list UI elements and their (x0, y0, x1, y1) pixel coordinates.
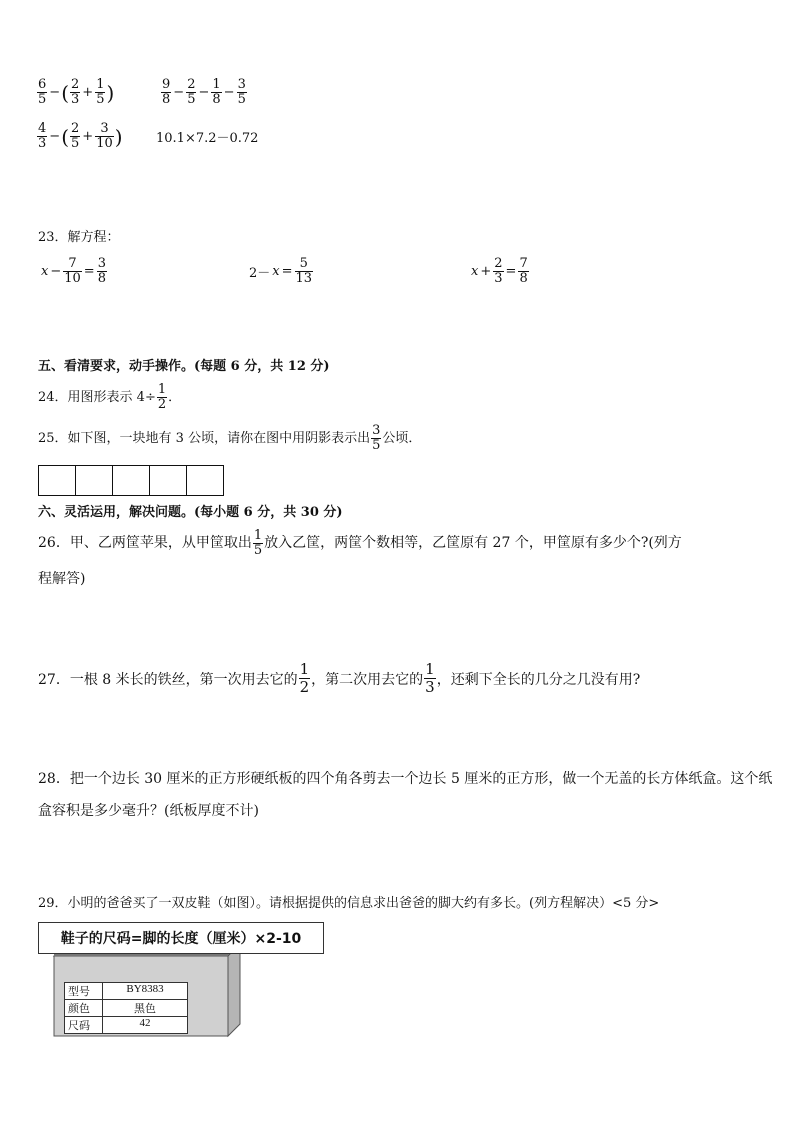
calc-expression-4: 10.1×7.2－0.72 (156, 131, 259, 146)
fraction: $\frac{1}{8}$ (212, 77, 221, 107)
fraction: $\frac{1}{5}$ (253, 527, 263, 558)
calc-expression-3: $\frac{4}{3}$ − ( $\frac{2}{5}$ + $\frac{3}{10}$ ) (38, 121, 123, 151)
fraction: $\frac{2}{3}$ (71, 77, 80, 107)
fraction: $\frac{2}{5}$ (71, 121, 80, 151)
fraction: $\frac{6}{5}$ (38, 77, 47, 107)
calc-expression-1: $\frac{6}{5}$ − ( $\frac{2}{3}$ + $\frac{1}{5}$ ) (38, 77, 115, 107)
section-5-title: 五、看清要求，动手操作。(每题 6 分，共 12 分) (38, 359, 330, 374)
q29-text: 29．小明的爸爸买了一双皮鞋（如图）。请根据提供的信息求出爸爸的脚大约有多长。(列方程解决）<5 分> (38, 896, 660, 911)
q23-label: 23．解方程： (38, 230, 120, 245)
fraction: $\frac{1}{2}$ (299, 660, 310, 696)
q23-equation-3: x + $\frac{2}{3}$ = $\frac{7}{8}$ (471, 256, 528, 286)
fraction: $\frac{2}{3}$ (494, 256, 503, 286)
calc-expression-2: $\frac{9}{8}$ − $\frac{2}{5}$ − $\frac{1}{8}$ − $\frac{3}{5}$ (162, 77, 246, 107)
fraction: $\frac{7}{8}$ (519, 256, 528, 286)
fraction: $\frac{4}{3}$ (38, 121, 47, 151)
grid-cell[interactable] (38, 465, 76, 496)
q27: 27．一根 8 米长的铁丝，第一次用去它的 $\frac{1}{2}$ ，第二次用去它的 $\frac{1}{3}$ ，还剩下全长的几分之几没有用? (38, 660, 641, 696)
fraction: $\frac{9}{8}$ (162, 77, 171, 107)
shoe-label-table (64, 982, 188, 1034)
fraction: $\frac{3}{8}$ (97, 256, 106, 286)
q26: 26．甲、乙两筐苹果，从甲筐取出 $\frac{1}{5}$ 放入乙筐，两筐个数相等，乙筐原有 27 个，甲筐原有多少个?(列方 程解答) (38, 527, 682, 587)
fraction: $\frac{2}{5}$ (187, 77, 196, 107)
grid-cell[interactable] (75, 465, 113, 496)
grid-cell[interactable] (149, 465, 187, 496)
table-row: 尺码 42 (64, 1017, 188, 1034)
section-6-title: 六、灵活运用，解决问题。(每小题 6 分，共 30 分) (38, 505, 343, 520)
fraction: $\frac{1}{2}$ (157, 382, 167, 412)
fraction: $\frac{1}{3}$ (425, 660, 435, 696)
fraction: $\frac{7}{10}$ (64, 256, 81, 286)
formula-banner: 鞋子的尺码=脚的长度（厘米）×2-10 (38, 922, 324, 954)
q25: 25．如下图，一块地有 3 公顷，请你在图中用阴影表示出 $\frac{3}{5}$ 公顷． (38, 423, 422, 453)
fraction: $\frac{3}{10}$ (96, 121, 113, 151)
q23-equation-1: x − $\frac{7}{10}$ = $\frac{3}{8}$ (41, 256, 106, 286)
table-row: 颜色 黑色 (64, 1000, 188, 1017)
q23-equation-2: 2－ x = $\frac{5}{13}$ (249, 256, 313, 286)
q28: 28．把一个边长 30 厘米的正方形硬纸板的四个角各剪去一个边长 5 厘米的正方形，做一个无盖的长方体纸盒。这个纸 盒容积是多少毫升？(纸板厚度不计) (38, 771, 773, 819)
fraction: $\frac{3}{5}$ (237, 77, 246, 107)
fraction: $\frac{3}{5}$ (372, 423, 381, 453)
land-grid[interactable] (38, 465, 224, 496)
q24: 24．用图形表示 4÷ $\frac{1}{2}$ ． (38, 382, 182, 412)
table-row: 型号 BY8383 (64, 982, 188, 1000)
grid-cell[interactable] (186, 465, 224, 496)
fraction: $\frac{1}{5}$ (96, 77, 105, 107)
grid-cell[interactable] (112, 465, 150, 496)
fraction: $\frac{5}{13}$ (295, 256, 313, 286)
